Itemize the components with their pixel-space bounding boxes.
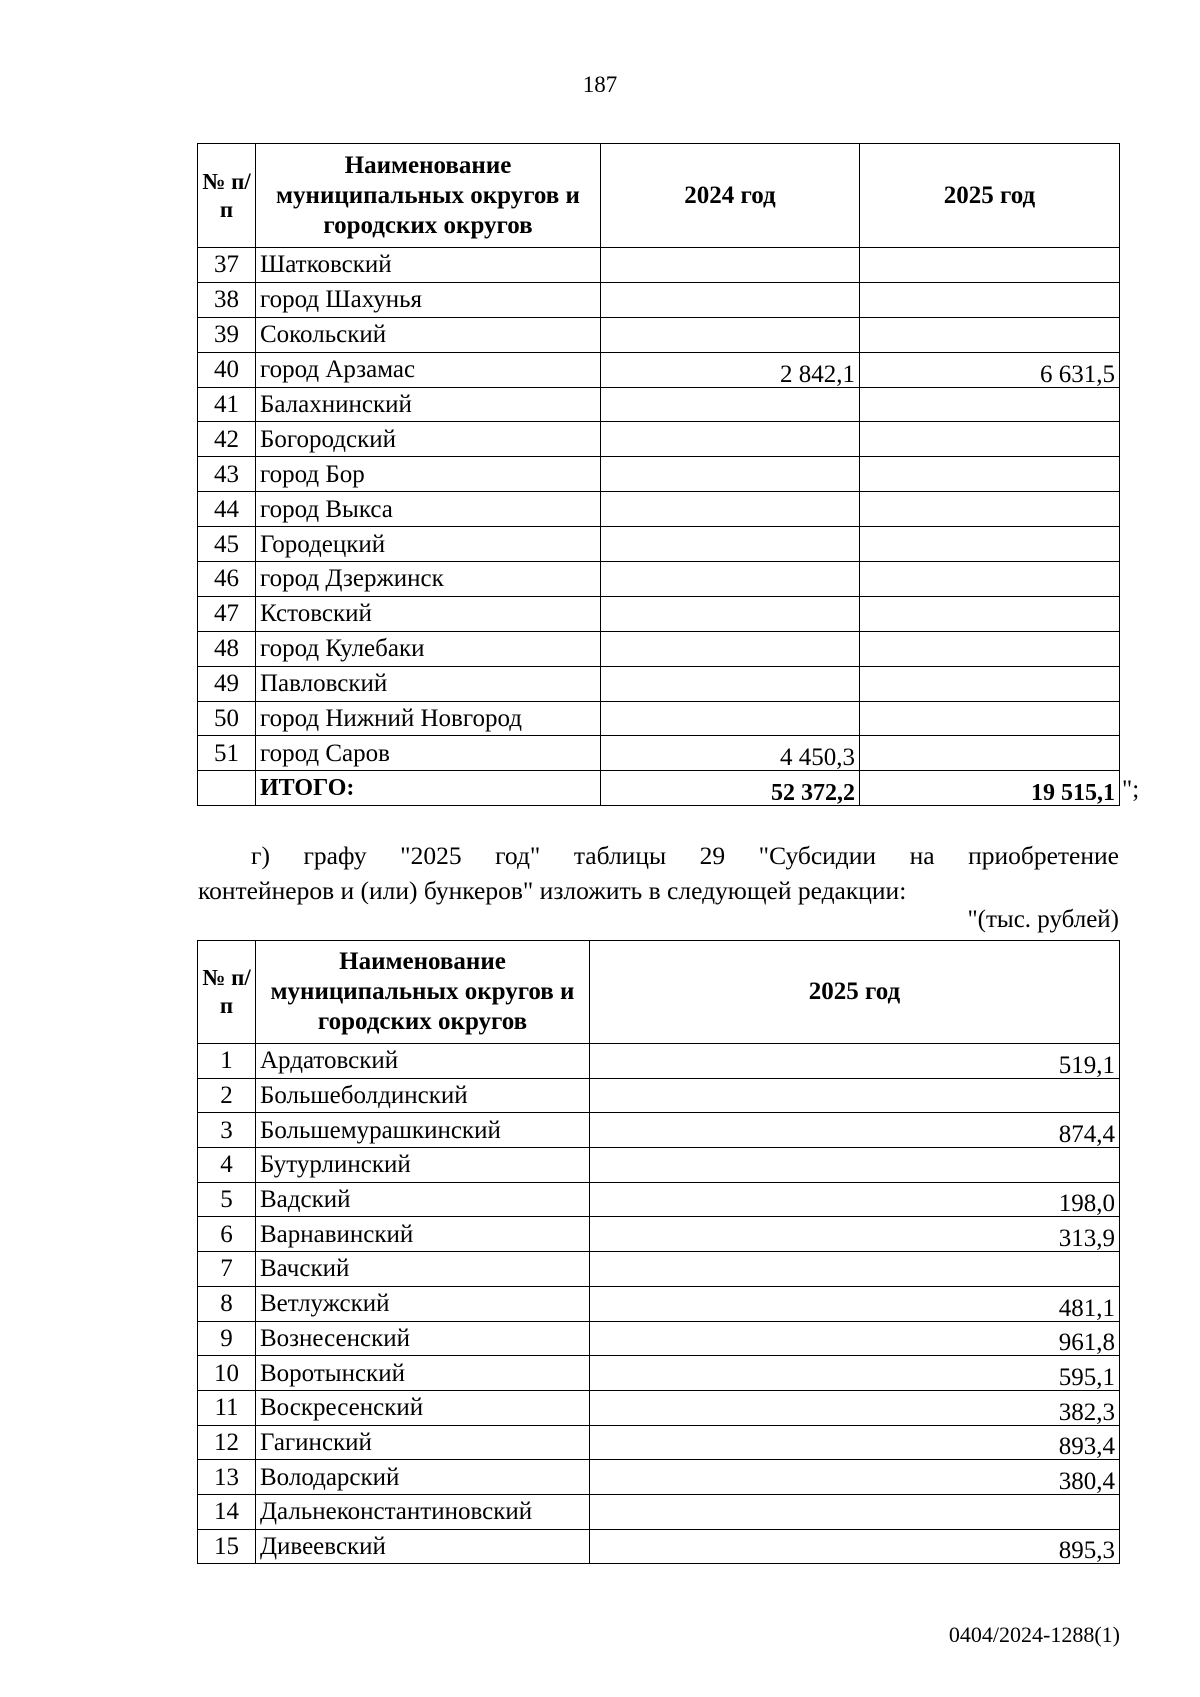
table-row (198, 457, 1120, 492)
municipality-name: Павловский (256, 666, 601, 701)
table-row (198, 1217, 1120, 1252)
header-row-number: № п/п (198, 144, 256, 248)
municipality-name: Бутурлинский (256, 1148, 590, 1183)
row-number: 40 (198, 352, 256, 387)
value-2025 (860, 317, 1120, 352)
table-row (198, 1529, 1120, 1564)
table-row (198, 1113, 1120, 1148)
municipality-name: Гагинский (256, 1425, 590, 1460)
value-2024 (601, 631, 860, 666)
document-code: 0404/2024-1288(1) (948, 1622, 1120, 1647)
containers-subsidy-table (197, 940, 1120, 1564)
value-2024 (601, 527, 860, 562)
value-2024: 4 450,3 (601, 736, 860, 771)
row-number: 45 (198, 527, 256, 562)
row-number: 43 (198, 457, 256, 492)
row-number: 1 (198, 1044, 256, 1079)
header-row-number: № п/п (198, 941, 256, 1044)
row-number: 38 (198, 282, 256, 317)
value-2025: 595,1 (590, 1356, 1120, 1391)
value-2025 (860, 527, 1120, 562)
municipality-name: город Нижний Новгород (256, 701, 601, 736)
municipality-name: Ветлужский (256, 1286, 590, 1321)
row-number: 41 (198, 387, 256, 422)
row-number: 7 (198, 1252, 256, 1287)
value-2025 (590, 1252, 1120, 1287)
table-row (198, 248, 1120, 283)
table-row (198, 631, 1120, 666)
value-2024 (601, 248, 860, 283)
table-row (198, 1044, 1120, 1079)
table-row (198, 701, 1120, 736)
row-number: 42 (198, 422, 256, 457)
value-2024 (601, 596, 860, 631)
municipality-name: Богородский (256, 422, 601, 457)
table-row (198, 317, 1120, 352)
amendment-paragraph (198, 838, 1119, 908)
municipality-name: Варнавинский (256, 1217, 590, 1252)
header-year-2025: 2025 год (860, 144, 1120, 248)
value-2025 (860, 596, 1120, 631)
municipality-name: Воскресенский (256, 1390, 590, 1425)
row-number: 6 (198, 1217, 256, 1252)
value-2024 (601, 701, 860, 736)
value-2024 (601, 666, 860, 701)
header-municipality-name: Наименование муниципальных округов и городских округов (256, 941, 590, 1044)
value-2025: 893,4 (590, 1425, 1120, 1460)
row-number: 3 (198, 1113, 256, 1148)
municipality-name: Вознесенский (256, 1321, 590, 1356)
row-number: 47 (198, 596, 256, 631)
value-2025 (590, 1148, 1120, 1183)
value-2024 (601, 387, 860, 422)
municipality-name: город Бор (256, 457, 601, 492)
municipality-name: Большемурашкинский (256, 1113, 590, 1148)
value-2025 (860, 248, 1120, 283)
row-number: 5 (198, 1182, 256, 1217)
value-2025 (860, 666, 1120, 701)
table-header-row (198, 144, 1120, 248)
table-body (198, 248, 1120, 806)
row-number: 51 (198, 736, 256, 771)
row-number: 46 (198, 562, 256, 597)
municipality-name: город Шахунья (256, 282, 601, 317)
municipality-name: Дивеевский (256, 1529, 590, 1564)
table-row (198, 666, 1120, 701)
value-2025: 382,3 (590, 1390, 1120, 1425)
value-2025: 313,9 (590, 1217, 1120, 1252)
table-row (198, 1494, 1120, 1529)
municipality-name: Шатковский (256, 248, 601, 283)
value-2025 (590, 1494, 1120, 1529)
value-2024 (601, 562, 860, 597)
total-2025: 19 515,1 (860, 771, 1120, 806)
municipality-name: Сокольский (256, 317, 601, 352)
value-2025: 380,4 (590, 1460, 1120, 1495)
value-2025 (860, 736, 1120, 771)
row-number: 49 (198, 666, 256, 701)
value-2025 (860, 562, 1120, 597)
table-row (198, 282, 1120, 317)
row-number: 15 (198, 1529, 256, 1564)
table-row (198, 387, 1120, 422)
value-2025 (860, 701, 1120, 736)
paragraph-line-1: г) графу "2025 год" таблицы 29 "Субсидии на приобретение (251, 841, 1119, 870)
value-2024 (601, 422, 860, 457)
table-row (198, 1286, 1120, 1321)
row-number: 37 (198, 248, 256, 283)
municipality-name: город Кулебаки (256, 631, 601, 666)
value-2025: 961,8 (590, 1321, 1120, 1356)
header-year-2025: 2025 год (590, 941, 1120, 1044)
total-row-number-cell (198, 771, 256, 806)
row-number: 44 (198, 492, 256, 527)
value-2025: 874,4 (590, 1113, 1120, 1148)
value-2025: 519,1 (590, 1044, 1120, 1079)
header-year-2024: 2024 год (601, 144, 860, 248)
municipality-name: Воротынский (256, 1356, 590, 1391)
closing-quote-mark: "; (1122, 776, 1140, 803)
total-row (198, 771, 1120, 806)
municipality-name: город Арзамас (256, 352, 601, 387)
municipality-name: город Саров (256, 736, 601, 771)
value-2024 (601, 317, 860, 352)
municipality-name: Балахнинский (256, 387, 601, 422)
unit-note: "(тыс. рублей) (967, 906, 1119, 933)
table-row (198, 1460, 1120, 1495)
row-number: 13 (198, 1460, 256, 1495)
municipality-name: Городецкий (256, 527, 601, 562)
municipality-name: город Дзержинск (256, 562, 601, 597)
value-2025 (860, 387, 1120, 422)
table-row (198, 736, 1120, 771)
value-2025: 481,1 (590, 1286, 1120, 1321)
municipality-name: город Выкса (256, 492, 601, 527)
subsidy-table-continued (197, 143, 1120, 806)
municipality-name: Ардатовский (256, 1044, 590, 1079)
page-number: 187 (582, 72, 618, 97)
paragraph-line-2: контейнеров и (или) бункеров" изложить в следующей редакции: (198, 876, 907, 905)
value-2025 (860, 492, 1120, 527)
table-body (198, 1044, 1120, 1564)
row-number: 4 (198, 1148, 256, 1183)
value-2025: 895,3 (590, 1529, 1120, 1564)
row-number: 48 (198, 631, 256, 666)
municipality-name: Вачский (256, 1252, 590, 1287)
table-header-row (198, 941, 1120, 1044)
table-row (198, 1356, 1120, 1391)
row-number: 50 (198, 701, 256, 736)
table-row (198, 1182, 1120, 1217)
table-row (198, 1078, 1120, 1113)
value-2025 (860, 631, 1120, 666)
table-row (198, 1252, 1120, 1287)
value-2024 (601, 457, 860, 492)
table-row (198, 1425, 1120, 1460)
value-2025 (860, 422, 1120, 457)
table-row (198, 492, 1120, 527)
municipality-name: Дальнеконстантиновский (256, 1494, 590, 1529)
value-2024: 2 842,1 (601, 352, 860, 387)
header-municipality-name: Наименование муниципальных округов и городских округов (256, 144, 601, 248)
table-row (198, 1390, 1120, 1425)
municipality-name: Кстовский (256, 596, 601, 631)
value-2025 (590, 1078, 1120, 1113)
total-label: ИТОГО: (256, 771, 601, 806)
row-number: 2 (198, 1078, 256, 1113)
value-2025: 6 631,5 (860, 352, 1120, 387)
table-row (198, 1148, 1120, 1183)
row-number: 10 (198, 1356, 256, 1391)
row-number: 12 (198, 1425, 256, 1460)
value-2025: 198,0 (590, 1182, 1120, 1217)
row-number: 9 (198, 1321, 256, 1356)
row-number: 39 (198, 317, 256, 352)
table-row (198, 527, 1120, 562)
total-2024: 52 372,2 (601, 771, 860, 806)
municipality-name: Володарский (256, 1460, 590, 1495)
table-row (198, 562, 1120, 597)
value-2024 (601, 282, 860, 317)
row-number: 11 (198, 1390, 256, 1425)
value-2025 (860, 457, 1120, 492)
table-row (198, 352, 1120, 387)
table-row (198, 596, 1120, 631)
value-2025 (860, 282, 1120, 317)
value-2024 (601, 492, 860, 527)
row-number: 14 (198, 1494, 256, 1529)
municipality-name: Большеболдинский (256, 1078, 590, 1113)
row-number: 8 (198, 1286, 256, 1321)
table-row (198, 422, 1120, 457)
table-row (198, 1321, 1120, 1356)
municipality-name: Вадский (256, 1182, 590, 1217)
